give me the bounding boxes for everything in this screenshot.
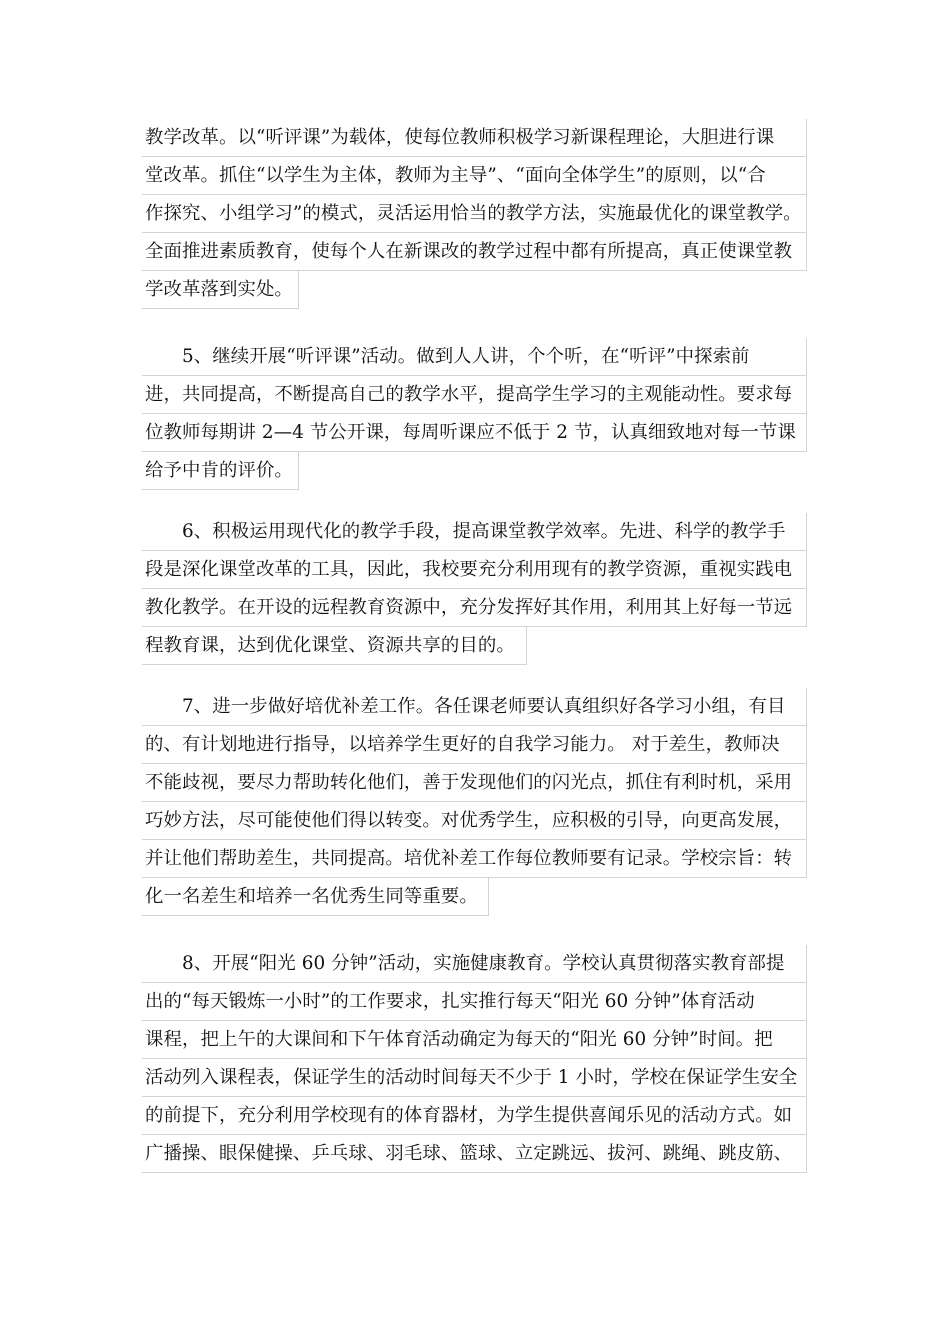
text-line: 进，共同提高，不断提高自己的教学水平，提高学生学习的主观能动性。要求每	[142, 376, 807, 414]
text-line: 教化教学。在开设的远程教育资源中，充分发挥好其作用，利用其上好每一节远	[142, 589, 807, 627]
paragraph-1	[142, 119, 807, 309]
text-line: 7、进一步做好培优补差工作。各任课老师要认真组织好各学习小组，有目	[142, 688, 807, 726]
paragraph-8	[142, 945, 807, 1173]
text-line: 6、积极运用现代化的教学手段，提高课堂教学效率。先进、科学的教学手	[142, 513, 807, 551]
paragraph-5	[142, 338, 807, 490]
text-line: 程教育课，达到优化课堂、资源共享的目的。	[142, 627, 527, 665]
text-line: 不能歧视，要尽力帮助转化他们，善于发现他们的闪光点，抓住有利时机，采用	[142, 764, 807, 802]
text-line: 出的“每天锻炼一小时”的工作要求，扎实推行每天“阳光 60 分钟”体育活动	[142, 983, 807, 1021]
text-line: 化一名差生和培养一名优秀生同等重要。	[142, 878, 489, 916]
text-line: 堂改革。抓住“以学生为主体，教师为主导”、“面向全体学生”的原则，以“合	[142, 157, 807, 195]
text-line: 的、有计划地进行指导，以培养学生更好的自我学习能力。 对于差生，教师决	[142, 726, 807, 764]
text-line: 的前提下，充分利用学校现有的体育器材，为学生提供喜闻乐见的活动方式。如	[142, 1097, 807, 1135]
text-line: 作探究、小组学习”的模式，灵活运用恰当的教学方法，实施最优化的课堂教学。	[142, 195, 807, 233]
text-line: 教学改革。以“听评课”为载体，使每位教师积极学习新课程理论，大胆进行课	[142, 119, 807, 157]
text-line: 段是深化课堂改革的工具，因此，我校要充分利用现有的教学资源，重视实践电	[142, 551, 807, 589]
text-line: 8、开展“阳光 60 分钟”活动，实施健康教育。学校认真贯彻落实教育部提	[142, 945, 807, 983]
paragraph-7	[142, 688, 807, 916]
text-line: 全面推进素质教育，使每个人在新课改的教学过程中都有所提高，真正使课堂教	[142, 233, 807, 271]
text-line: 并让他们帮助差生，共同提高。培优补差工作每位教师要有记录。学校宗旨：转	[142, 840, 807, 878]
text-line: 课程，把上午的大课间和下午体育活动确定为每天的“阳光 60 分钟”时间。把	[142, 1021, 807, 1059]
text-line: 5、继续开展“听评课”活动。做到人人讲，个个听，在“听评”中探索前	[142, 338, 807, 376]
text-line: 位教师每期讲 2—4 节公开课，每周听课应不低于 2 节，认真细致地对每一节课	[142, 414, 807, 452]
text-line: 巧妙方法，尽可能使他们得以转变。对优秀学生，应积极的引导，向更高发展，	[142, 802, 807, 840]
text-line: 学改革落到实处。	[142, 271, 299, 309]
paragraph-6	[142, 513, 807, 665]
text-line: 广播操、眼保健操、乒乓球、羽毛球、篮球、立定跳远、拔河、跳绳、跳皮筋、	[142, 1135, 807, 1173]
text-line: 活动列入课程表，保证学生的活动时间每天不少于 1 小时，学校在保证学生安全	[142, 1059, 807, 1097]
text-line: 给予中肯的评价。	[142, 452, 299, 490]
